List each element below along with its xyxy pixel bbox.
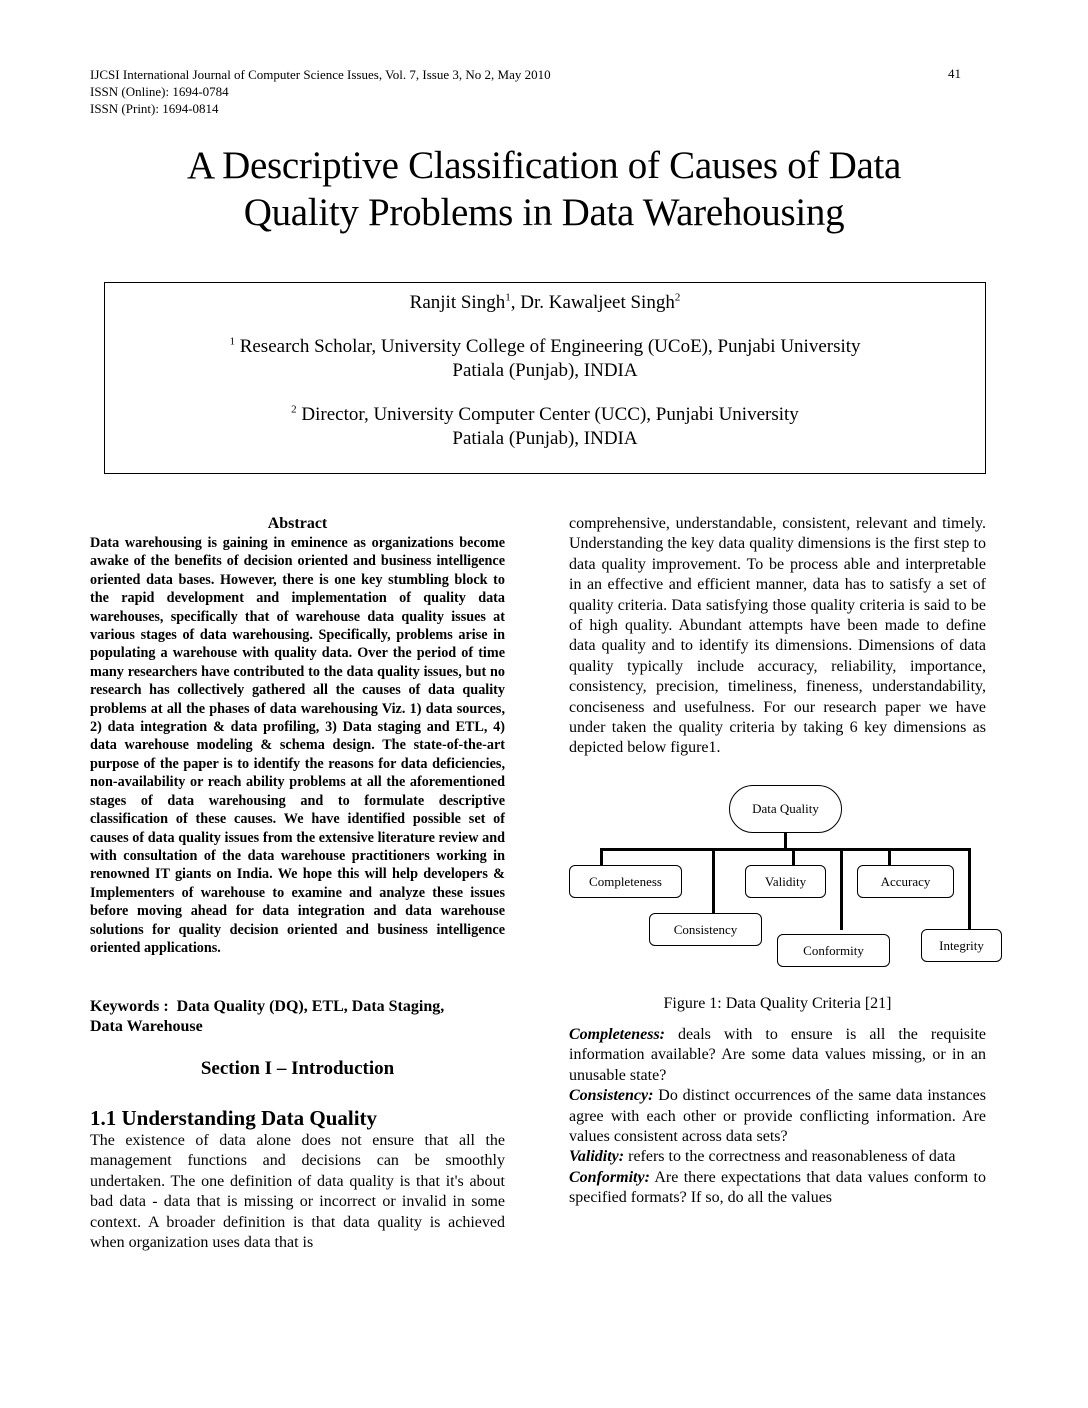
connector-horizontal [600, 848, 971, 851]
connector-completeness [600, 848, 603, 865]
affiliation-1 [105, 335, 985, 383]
node-accuracy: Accuracy [857, 865, 954, 898]
definition-consistency-text: Do distinct occurrences of the same data instances agree with each other or provide conflicting information. Are values consistent across data sets? [569, 1087, 986, 1146]
definitions [569, 1025, 986, 1209]
node-completeness: Completeness [569, 865, 682, 898]
definition-validity [569, 1147, 986, 1167]
keywords-line-1: Data Quality (DQ), ETL, Data Staging, [176, 998, 445, 1015]
node-validity: Validity [745, 865, 826, 898]
intro-paragraph-right: comprehensive, understandable, consistent, relevant and timely. Understanding the key data quality dimensions is the first step to data quality improvement. To be process able and interpretable in an effective and efficient manner, data has to satisfy a set of quality criteria. Data satisfying those quality criteria is said to be of high quality. Abundant attempts have been made to define data quality and to identify its dimensions. Dimensions of data quality typically include accuracy, reliability, importance, consistency, precision, timeliness, fineness, understandability, conciseness and usefulness. For our research paper we have under taken the quality criteria by taking 6 key dimensions as depicted below figure1. [569, 515, 986, 757]
connector-consistency [712, 848, 715, 913]
keywords [90, 997, 505, 1037]
abstract-section [90, 514, 505, 957]
affiliation-2 [105, 403, 985, 451]
definition-conformity-text: Are there expectations that data values conform to specified formats? If so, do all the values [569, 1168, 986, 1207]
term-completeness: Completeness: [569, 1026, 665, 1043]
node-conformity: Conformity [777, 934, 890, 967]
author-1: Ranjit Singh [409, 292, 506, 313]
intro-paragraph-left: The existence of data alone does not ensure that all the management functions and decisions can be smoothly undertaken. The one definition of data quality is that it's about bad data - data that is missing or incorrect or invalid in some context. A broader definition is that data quality is achieved when organization uses data that is [90, 1132, 505, 1252]
author-separator: , [510, 292, 521, 313]
connector-validity [792, 848, 795, 865]
affiliation-2-line-2: Patiala (Punjab), INDIA [452, 428, 638, 449]
definition-validity-text: refers to the correctness and reasonableness of data [624, 1148, 956, 1166]
keywords-line-2: Data Warehouse [90, 1018, 203, 1035]
keywords-label: Keywords : [90, 998, 169, 1015]
affiliation-1-sup: 1 [229, 335, 235, 348]
author-1-sup: 1 [505, 291, 511, 304]
connector-integrity [968, 848, 971, 929]
author-box [104, 282, 986, 474]
definition-consistency [569, 1086, 986, 1147]
affiliation-2-sup: 2 [291, 403, 297, 416]
page-number: 41 [948, 66, 961, 81]
term-consistency: Consistency: [569, 1087, 654, 1105]
term-validity: Validity: [569, 1148, 625, 1166]
section-heading: Section I – Introduction [200, 1058, 395, 1079]
abstract-body: Data warehousing is gaining in eminence as organizations become awake of the benefits of decision oriented and business intelligence oriented data bases. However, there is one key stumbling block to the rapid development and implementation of quality data warehouses, specifically that of warehouse data quality issues at various stages of data warehousing. Specifically, problems arise in populating a warehouse with quality data. Over the period of time many researchers have contributed to the data quality issues, but no research has collectively gathered all the causes of data quality problems at all the phases of data warehousing Viz. 1) data sources, 2) data integration & data profiling, 3) Data staging and ETL, 4) data warehouse modeling & schema design. The state-of-the-art purpose of the paper is to identify the reasons for data deficiencies, non-availability or reach ability problems at all the aforementioned stages of data warehousing and to formulate descriptive classification of these causes. We have identified possible set of causes of data quality issues from the extensive literature review and with consultation of the data warehouse practitioners working in renowned IT giants on India. We hope this will help developers & Implementers of warehouse to examine and analyze these issues before moving ahead for data integration and data warehouse solutions for quality decision oriented and business intelligence oriented applications. [90, 535, 505, 956]
journal-header: IJCSI International Journal of Computer Science Issues, Vol. 7, Issue 3, No 2, May 2010 [90, 67, 551, 82]
title-line-1: A Descriptive Classification of Causes of Data [186, 144, 902, 187]
abstract-heading: Abstract [267, 515, 328, 532]
definition-conformity [569, 1168, 986, 1209]
node-integrity: Integrity [921, 929, 1002, 962]
author-2-sup: 2 [674, 291, 681, 304]
connector-root [784, 833, 787, 850]
issn-print: ISSN (Print): 1694-0814 [90, 101, 219, 116]
author-2: Dr. Kawaljeet Singh [520, 292, 675, 313]
title-line-2: Quality Problems in Data Warehousing [243, 191, 845, 234]
affiliation-1-line-2: Patiala (Punjab), INDIA [452, 360, 638, 381]
figure-caption: Figure 1: Data Quality Criteria [21] [663, 995, 892, 1012]
node-data-quality: Data Quality [729, 785, 842, 833]
definition-completeness-text: deals with to ensure is all the requisite information available? Are some data values missing, or in an unusable state? [569, 1026, 986, 1084]
connector-conformity [840, 848, 843, 930]
term-conformity: Conformity: [569, 1168, 650, 1186]
subsection-heading: 1.1 Understanding Data Quality [90, 1106, 378, 1130]
author-line [105, 291, 985, 315]
issn-online: ISSN (Online): 1694-0784 [90, 84, 229, 99]
paper-title [80, 142, 1008, 236]
affiliation-2-line-1: Director, University Computer Center (UCC), Punjabi University [301, 404, 799, 425]
node-consistency: Consistency [649, 913, 762, 946]
connector-accuracy [888, 848, 891, 865]
affiliation-1-line-1: Research Scholar, University College of Engineering (UCoE), Punjabi University [239, 336, 861, 357]
definition-completeness [569, 1025, 986, 1086]
